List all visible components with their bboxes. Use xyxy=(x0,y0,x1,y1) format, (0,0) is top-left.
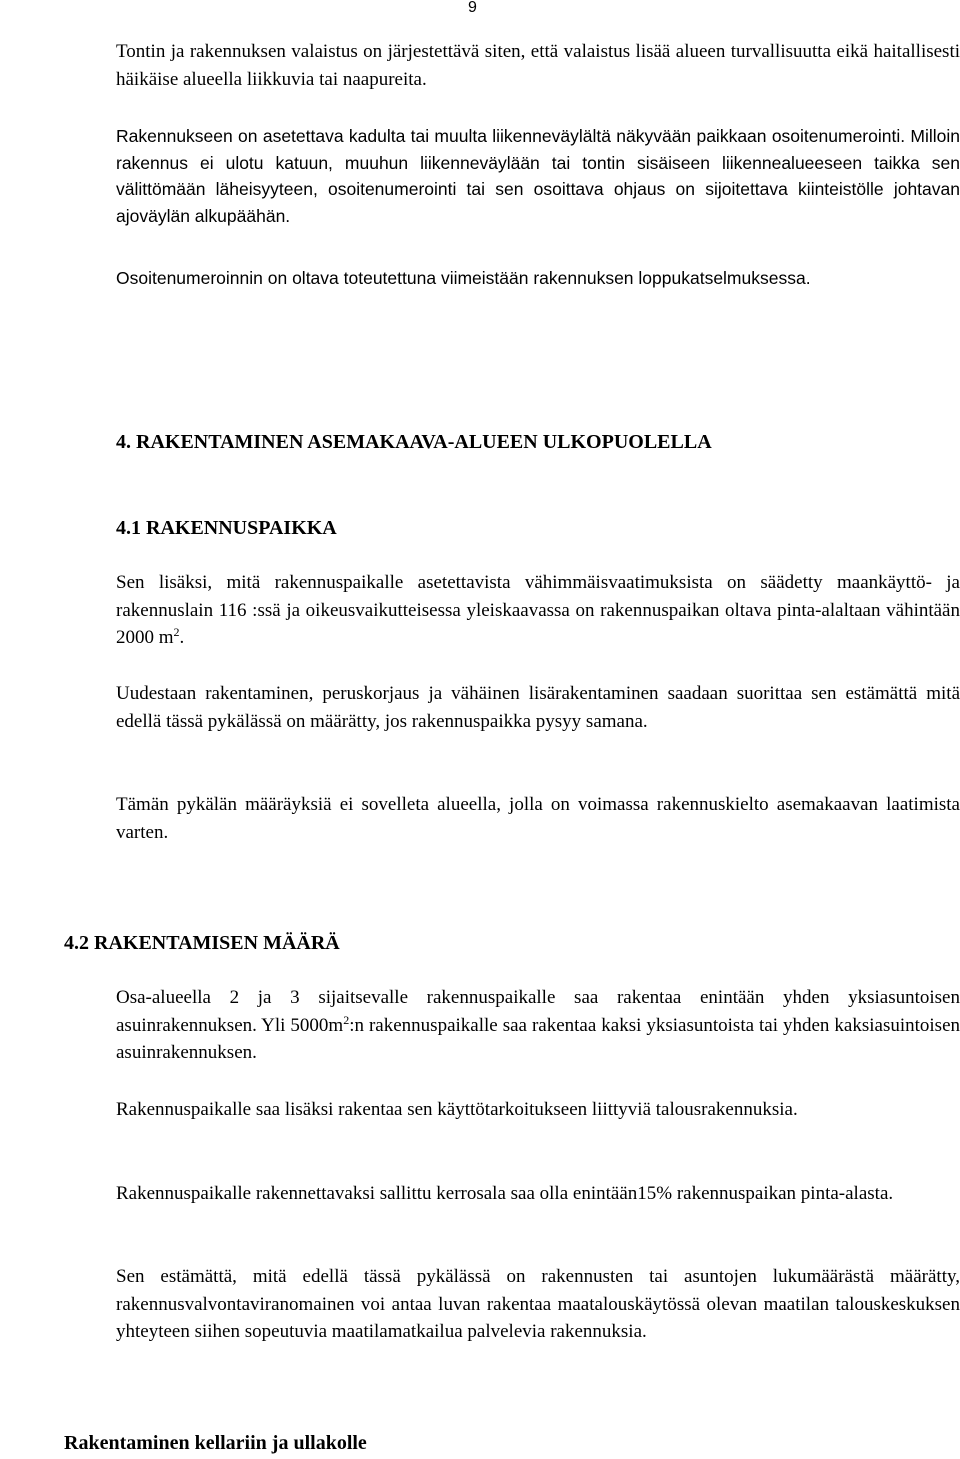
page-number: 9 xyxy=(468,0,477,16)
section-4-1-heading: 4.1 RAKENNUSPAIKKA xyxy=(116,517,337,539)
floor-area-paragraph: Rakennuspaikalle rakennettavaksi sallittu kerrosala saa olla enintään15% rakennuspaikan pinta-alasta. xyxy=(116,1183,894,1204)
address-numbering-paragraph: Rakennukseen on asetettava kadulta tai muulta liikenneväylältä näkyvään paikkaan osoitenumerointi. Milloin rakennus ei ulotu katuun, muuhun liikenneväylään tai tontin sisäiseen liikennealueeseen taikka sen välittömään läheisyyteen, osoitenumerointi tai sen osoittava ohjaus on sijoitettava kiinteistölle johtavan ajoväylän alkupäähän. xyxy=(116,126,960,226)
plot-size-text-end: . xyxy=(179,627,185,648)
superscript: 2 xyxy=(173,625,180,639)
farm-tourism-paragraph: Sen estämättä, mitä edellä tässä pykälässä on rakennusten tai asuntojen lukumäärästä määrätty, rakennusvalvontaviranomainen voi antaa luvan rakentaa maatalouskäytössä olevan maatilan talouskeskuksen yhteyteen siihen sopeutuvia maatilamatkailua palvelevia rakennuksia. xyxy=(116,1266,960,1342)
residential-buildings-text: Osa-alueella 2 ja 3 sijaitsevalle rakennuspaikalle saa rakentaa enintään yhden yksiasuntoisen asuinrakennuksen. Yli 5000m xyxy=(116,987,960,1036)
renovation-paragraph: Uudestaan rakentaminen, peruskorjaus ja vähäinen lisärakentaminen saadaan suorittaa sen estämättä mitä edellä tässä pykälässä on määrätty, jos rakennuspaikka pysyy samana. xyxy=(116,683,960,732)
plot-size-text: Sen lisäksi, mitä rakennuspaikalle asetettavista vähimmäisvaatimuksista on säädetty maankäyttö- ja rakennuslain 116 :ssä ja oikeusvaikutteisessa yleiskaavassa on rakennuspaikan oltava pinta-alaltaan vähintään 2000 m xyxy=(116,572,960,648)
section-4-2-heading: 4.2 RAKENTAMISEN MÄÄRÄ xyxy=(64,932,340,954)
section-4-heading: 4. RAKENTAMINEN ASEMAKAAVA-ALUEEN ULKOPUOLELLA xyxy=(116,431,712,453)
residential-buildings-paragraph xyxy=(116,984,960,1067)
superscript: 2 xyxy=(343,1012,350,1027)
final-inspection-paragraph: Osoitenumeroinnin on oltava toteutettuna viimeistään rakennuksen loppukatselmuksessa. xyxy=(116,268,811,288)
lighting-paragraph: Tontin ja rakennuksen valaistus on järjestettävä siten, että valaistus lisää alueen turvallisuutta eikä haitallisesti häikäise alueella liikkuvia tai naapureita. xyxy=(116,41,960,90)
plot-size-paragraph xyxy=(116,569,960,652)
residential-buildings-text-end: :n rakennuspaikalle saa rakentaa kaksi yksiasuntoista tai yhden kaksiasuintoisen asuinrakennuksen. xyxy=(116,1014,960,1063)
basement-attic-heading: Rakentaminen kellariin ja ullakolle xyxy=(64,1432,367,1454)
outbuildings-paragraph: Rakennuspaikalle saa lisäksi rakentaa sen käyttötarkoitukseen liittyviä talousrakennuksia. xyxy=(116,1099,798,1120)
building-ban-paragraph: Tämän pykälän määräyksiä ei sovelleta alueella, jolla on voimassa rakennuskielto asemakaavan laatimista varten. xyxy=(116,794,960,843)
